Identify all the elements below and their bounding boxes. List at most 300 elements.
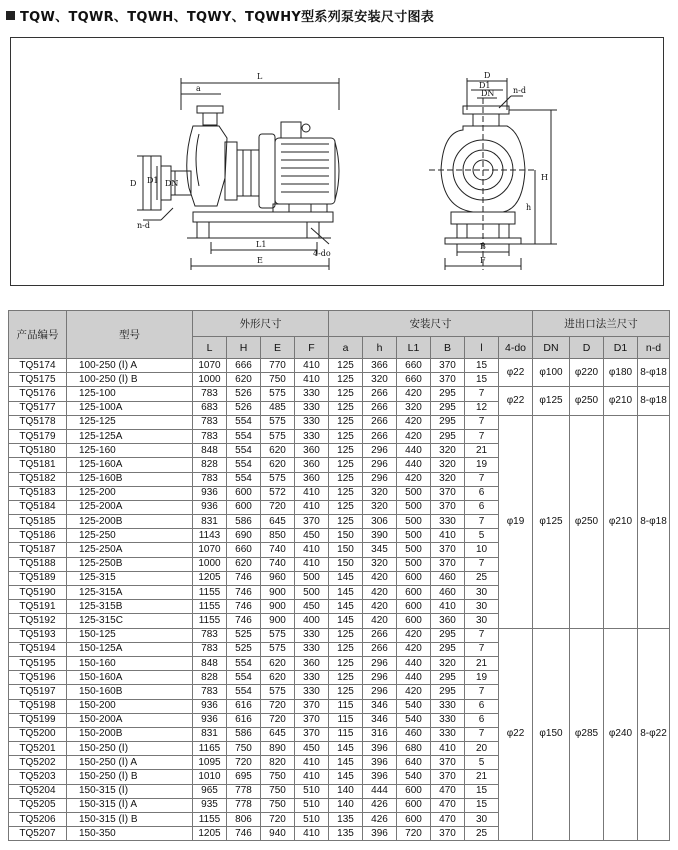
dimension-cell: 296 — [363, 671, 397, 685]
dimension-cell: 410 — [295, 543, 329, 557]
model-cell: 125-200B — [67, 515, 193, 529]
dim-L1: L1 — [256, 240, 267, 249]
dimension-cell: 145 — [329, 756, 363, 770]
dimension-cell: 370 — [431, 359, 465, 373]
dimension-cell: 135 — [329, 827, 363, 841]
model-cell: 150-250 (Ⅰ) A — [67, 756, 193, 770]
dimension-cell: 645 — [261, 727, 295, 741]
dimension-cell: 485 — [261, 401, 295, 415]
header-install: 安装尺寸 — [329, 311, 533, 337]
dimension-cell: 30 — [465, 586, 499, 600]
dimension-cell: 525 — [227, 628, 261, 642]
dimension-cell: 320 — [431, 458, 465, 472]
dimension-cell: 526 — [227, 401, 261, 415]
dimension-cell: 410 — [431, 600, 465, 614]
dimension-cell: 746 — [227, 571, 261, 585]
dimension-cell: 778 — [227, 798, 261, 812]
merged-flange-cell: φ220 — [570, 359, 604, 387]
dimension-cell: 266 — [363, 429, 397, 443]
dimension-cell: 346 — [363, 713, 397, 727]
dimension-cell: 15 — [465, 373, 499, 387]
column-header: h — [363, 337, 397, 359]
model-cell: 150-200B — [67, 727, 193, 741]
dimension-cell: 460 — [397, 727, 431, 741]
dimension-cell: 720 — [261, 500, 295, 514]
dimension-cell: 15 — [465, 784, 499, 798]
dimension-cell: 620 — [261, 671, 295, 685]
dimension-cell: 140 — [329, 798, 363, 812]
dimension-cell: 410 — [295, 557, 329, 571]
dimension-cell: 125 — [329, 458, 363, 472]
dimension-cell: 450 — [295, 529, 329, 543]
dimension-cell: 316 — [363, 727, 397, 741]
dimension-cell: 370 — [295, 713, 329, 727]
dimension-cell: 783 — [193, 387, 227, 401]
side-view — [130, 72, 339, 270]
dimension-cell: 125 — [329, 387, 363, 401]
model-cell: 150-250 (Ⅰ) B — [67, 770, 193, 784]
dimension-cell: 720 — [397, 827, 431, 841]
product-code-cell: TQ5183 — [9, 486, 67, 500]
dimension-cell: 370 — [431, 827, 465, 841]
dimension-cell: 828 — [193, 671, 227, 685]
model-cell: 125-250B — [67, 557, 193, 571]
merged-flange-cell: φ125 — [533, 387, 570, 415]
dimension-cell: 296 — [363, 458, 397, 472]
dimension-cell: 500 — [397, 515, 431, 529]
dimension-cell: 426 — [363, 798, 397, 812]
dimension-cell: 420 — [397, 415, 431, 429]
dimension-cell: 115 — [329, 699, 363, 713]
dimension-cell: 330 — [295, 401, 329, 415]
dimension-cell: 420 — [363, 614, 397, 628]
dimension-cell: 7 — [465, 628, 499, 642]
dimension-cell: 900 — [261, 586, 295, 600]
dimension-cell: 125 — [329, 685, 363, 699]
dimension-cell: 600 — [397, 798, 431, 812]
merged-flange-cell: 8-φ22 — [638, 628, 670, 841]
dimension-cell: 6 — [465, 699, 499, 713]
dimension-cell: 500 — [397, 500, 431, 514]
dimension-cell: 125 — [329, 429, 363, 443]
dimension-cell: 6 — [465, 713, 499, 727]
merged-flange-cell: φ22 — [499, 359, 533, 387]
dim-H: H — [541, 173, 548, 182]
dimension-cell: 7 — [465, 472, 499, 486]
dimension-cell: 320 — [397, 401, 431, 415]
title-text: TQW、TQWR、TQWH、TQWY、TQWHY型系列泵安装尺寸图表 — [20, 10, 435, 25]
dimension-cell: 420 — [397, 685, 431, 699]
model-cell: 125-315C — [67, 614, 193, 628]
product-code-cell: TQ5176 — [9, 387, 67, 401]
merged-flange-cell: φ240 — [604, 628, 638, 841]
dimension-cell: 426 — [363, 813, 397, 827]
dimension-cell: 21 — [465, 444, 499, 458]
product-code-cell: TQ5180 — [9, 444, 67, 458]
dimension-cell: 500 — [397, 543, 431, 557]
dimension-cell: 410 — [295, 500, 329, 514]
dimension-cell: 740 — [261, 543, 295, 557]
dimension-cell: 720 — [261, 813, 295, 827]
column-header: DN — [533, 337, 570, 359]
dimension-cell: 140 — [329, 784, 363, 798]
dimension-cell: 295 — [431, 628, 465, 642]
dimension-cell: 420 — [363, 600, 397, 614]
dimension-cell: 783 — [193, 472, 227, 486]
table-row — [9, 387, 670, 401]
dimension-cell: 295 — [431, 401, 465, 415]
dim-nd-front: n-d — [513, 86, 526, 95]
dimension-cell: 420 — [397, 429, 431, 443]
dimension-cell: 25 — [465, 571, 499, 585]
dimension-cell: 746 — [227, 600, 261, 614]
dimension-cell: 410 — [295, 756, 329, 770]
dimension-cell: 366 — [363, 359, 397, 373]
product-code-cell: TQ5179 — [9, 429, 67, 443]
dimension-cell: 554 — [227, 458, 261, 472]
dimension-cell: 5 — [465, 756, 499, 770]
dimension-cell: 150 — [329, 543, 363, 557]
dimension-cell: 125 — [329, 401, 363, 415]
dimension-cell: 600 — [397, 571, 431, 585]
dimension-cell: 1000 — [193, 373, 227, 387]
dimension-cell: 420 — [363, 571, 397, 585]
dimension-cell: 7 — [465, 727, 499, 741]
merged-flange-cell: φ100 — [533, 359, 570, 387]
dimension-cell: 125 — [329, 444, 363, 458]
dimension-cell: 500 — [397, 486, 431, 500]
dimension-cell: 1095 — [193, 756, 227, 770]
dimension-cell: 266 — [363, 401, 397, 415]
model-cell: 150-315 (Ⅰ) B — [67, 813, 193, 827]
dimension-cell: 620 — [261, 458, 295, 472]
dimension-cell: 266 — [363, 415, 397, 429]
dimension-cell: 266 — [363, 387, 397, 401]
dimension-cell: 600 — [227, 500, 261, 514]
dimension-cell: 420 — [397, 628, 431, 642]
dimension-cell: 320 — [363, 486, 397, 500]
model-cell: 125-315B — [67, 600, 193, 614]
dimension-cell: 783 — [193, 628, 227, 642]
dimension-cell: 440 — [397, 656, 431, 670]
column-header: L1 — [397, 337, 431, 359]
dimension-cell: 145 — [329, 742, 363, 756]
product-code-cell: TQ5198 — [9, 699, 67, 713]
model-cell: 125-125 — [67, 415, 193, 429]
dimension-cell: 750 — [261, 784, 295, 798]
dimension-cell: 890 — [261, 742, 295, 756]
model-cell: 150-315 (Ⅰ) A — [67, 798, 193, 812]
dimension-cell: 420 — [397, 642, 431, 656]
dimension-cell: 360 — [295, 656, 329, 670]
dimension-cell: 600 — [397, 614, 431, 628]
dimension-cell: 500 — [295, 586, 329, 600]
product-code-cell: TQ5184 — [9, 500, 67, 514]
dimension-cell: 370 — [431, 543, 465, 557]
dimension-cell: 10 — [465, 543, 499, 557]
dimension-cell: 1205 — [193, 571, 227, 585]
dimension-cell: 400 — [295, 614, 329, 628]
merged-flange-cell: φ285 — [570, 628, 604, 841]
dimension-cell: 1070 — [193, 543, 227, 557]
product-code-cell: TQ5197 — [9, 685, 67, 699]
dimension-cell: 306 — [363, 515, 397, 529]
dimension-cell: 1000 — [193, 557, 227, 571]
product-code-cell: TQ5189 — [9, 571, 67, 585]
column-header: D — [570, 337, 604, 359]
model-cell: 150-160B — [67, 685, 193, 699]
dimension-cell: 746 — [227, 827, 261, 841]
product-code-cell: TQ5181 — [9, 458, 67, 472]
dimension-cell: 30 — [465, 614, 499, 628]
table-row — [9, 628, 670, 642]
product-code-cell: TQ5205 — [9, 798, 67, 812]
dimension-cell: 586 — [227, 515, 261, 529]
dimension-cell: 7 — [465, 557, 499, 571]
dimension-cell: 410 — [431, 529, 465, 543]
dimension-cell: 695 — [227, 770, 261, 784]
merged-flange-cell: φ250 — [570, 387, 604, 415]
dimension-cell: 540 — [397, 770, 431, 784]
model-cell: 150-350 — [67, 827, 193, 841]
dimension-cell: 125 — [329, 500, 363, 514]
dimension-cell: 554 — [227, 444, 261, 458]
dimension-cell: 370 — [431, 756, 465, 770]
dimension-cell: 575 — [261, 642, 295, 656]
dimension-cell: 15 — [465, 798, 499, 812]
dimension-cell: 320 — [431, 472, 465, 486]
product-code-cell: TQ5192 — [9, 614, 67, 628]
dimension-cell: 19 — [465, 671, 499, 685]
dimension-cell: 900 — [261, 614, 295, 628]
dimension-cell: 410 — [295, 486, 329, 500]
dimension-cell: 125 — [329, 642, 363, 656]
dimension-cell: 6 — [465, 500, 499, 514]
dimension-cell: 586 — [227, 727, 261, 741]
dimension-cell: 720 — [261, 713, 295, 727]
dimension-cell: 960 — [261, 571, 295, 585]
dimension-cell: 145 — [329, 770, 363, 784]
model-cell: 125-100A — [67, 401, 193, 415]
merged-flange-cell: φ125 — [533, 415, 570, 628]
header-code: 产品编号 — [9, 311, 67, 359]
dimension-cell: 500 — [295, 571, 329, 585]
dimension-cell: 575 — [261, 685, 295, 699]
product-code-cell: TQ5190 — [9, 586, 67, 600]
table-row — [9, 415, 670, 429]
dimension-cell: 420 — [397, 472, 431, 486]
product-code-cell: TQ5204 — [9, 784, 67, 798]
dimension-cell: 295 — [431, 429, 465, 443]
dimension-cell: 25 — [465, 827, 499, 841]
dimension-cell: 746 — [227, 614, 261, 628]
dimension-cell: 295 — [431, 415, 465, 429]
dimension-cell: 600 — [397, 586, 431, 600]
dimension-cell: 806 — [227, 813, 261, 827]
dimension-cell: 330 — [295, 628, 329, 642]
dimension-cell: 554 — [227, 429, 261, 443]
dimension-cell: 510 — [295, 784, 329, 798]
merged-flange-cell: φ180 — [604, 359, 638, 387]
column-header: D1 — [604, 337, 638, 359]
dim-D-side: D — [130, 179, 137, 188]
product-code-cell: TQ5201 — [9, 742, 67, 756]
dimension-cell: 740 — [261, 557, 295, 571]
dimension-cell: 410 — [431, 742, 465, 756]
dimension-cell: 831 — [193, 727, 227, 741]
dimension-cell: 330 — [295, 415, 329, 429]
product-code-cell: TQ5178 — [9, 415, 67, 429]
model-cell: 125-160 — [67, 444, 193, 458]
dimension-cell: 444 — [363, 784, 397, 798]
dimension-cell: 410 — [295, 359, 329, 373]
dim-DN-front: DN — [481, 89, 495, 98]
dimension-cell: 320 — [363, 557, 397, 571]
dimension-cell: 20 — [465, 742, 499, 756]
dimension-cell: 396 — [363, 770, 397, 784]
dimension-cell: 1155 — [193, 586, 227, 600]
dimension-cell: 125 — [329, 515, 363, 529]
dimension-cell: 900 — [261, 600, 295, 614]
dimension-cell: 135 — [329, 813, 363, 827]
dimension-cell: 150 — [329, 529, 363, 543]
merged-flange-cell: 8-φ18 — [638, 415, 670, 628]
dimension-cell: 320 — [431, 656, 465, 670]
dimension-cell: 296 — [363, 656, 397, 670]
dimension-cell: 360 — [295, 472, 329, 486]
product-code-cell: TQ5196 — [9, 671, 67, 685]
dimension-cell: 616 — [227, 699, 261, 713]
dimension-cell: 296 — [363, 685, 397, 699]
dimension-cell: 575 — [261, 415, 295, 429]
dimension-cell: 470 — [431, 784, 465, 798]
dimension-cell: 295 — [431, 685, 465, 699]
merged-flange-cell: φ19 — [499, 415, 533, 628]
dimension-cell: 125 — [329, 486, 363, 500]
dimension-cell: 7 — [465, 642, 499, 656]
dimension-cell: 330 — [295, 429, 329, 443]
dimension-cell: 936 — [193, 500, 227, 514]
product-code-cell: TQ5206 — [9, 813, 67, 827]
model-cell: 100-250 (Ⅰ) B — [67, 373, 193, 387]
table-row — [9, 359, 670, 373]
dimension-cell: 330 — [431, 699, 465, 713]
dimension-cell: 831 — [193, 515, 227, 529]
dimension-cell: 460 — [431, 571, 465, 585]
dimension-cell: 783 — [193, 642, 227, 656]
dimension-cell: 600 — [397, 813, 431, 827]
dimension-cell: 345 — [363, 543, 397, 557]
product-code-cell: TQ5174 — [9, 359, 67, 373]
model-cell: 125-315 — [67, 571, 193, 585]
product-code-cell: TQ5177 — [9, 401, 67, 415]
dimension-cell: 360 — [295, 458, 329, 472]
dimension-cell: 296 — [363, 444, 397, 458]
dimension-cell: 115 — [329, 713, 363, 727]
column-header: E — [261, 337, 295, 359]
dimension-cell: 295 — [431, 642, 465, 656]
dimension-cell: 828 — [193, 458, 227, 472]
model-cell: 150-125A — [67, 642, 193, 656]
dim-a: a — [196, 84, 201, 93]
dimension-cell: 683 — [193, 401, 227, 415]
model-cell: 100-250 (Ⅰ) A — [67, 359, 193, 373]
dimension-cell: 15 — [465, 359, 499, 373]
dimension-cell: 396 — [363, 827, 397, 841]
dimension-cell: 936 — [193, 486, 227, 500]
header-model: 型号 — [67, 311, 193, 359]
dimension-cell: 320 — [363, 373, 397, 387]
dimension-cell: 540 — [397, 713, 431, 727]
dimension-cell: 660 — [397, 359, 431, 373]
merged-flange-cell: φ210 — [604, 415, 638, 628]
dimension-cell: 320 — [431, 444, 465, 458]
column-header: B — [431, 337, 465, 359]
dimension-cell: 500 — [397, 557, 431, 571]
dimension-cell: 19 — [465, 458, 499, 472]
dimension-cell: 778 — [227, 784, 261, 798]
dimension-cell: 30 — [465, 813, 499, 827]
dimension-cell: 750 — [261, 770, 295, 784]
title-bullet-icon — [6, 11, 15, 20]
dimension-cell: 680 — [397, 742, 431, 756]
dimension-cell: 330 — [295, 685, 329, 699]
pump-installation-drawing — [10, 37, 664, 286]
dimension-cell: 600 — [397, 600, 431, 614]
dimension-cell: 540 — [397, 699, 431, 713]
dimension-cell: 330 — [295, 671, 329, 685]
dimension-cell: 420 — [397, 387, 431, 401]
model-cell: 125-160A — [67, 458, 193, 472]
dimension-cell: 850 — [261, 529, 295, 543]
dimension-cell: 450 — [295, 742, 329, 756]
model-cell: 150-200 — [67, 699, 193, 713]
model-cell: 150-315 (Ⅰ) — [67, 784, 193, 798]
model-cell: 125-250A — [67, 543, 193, 557]
dimension-cell: 470 — [431, 798, 465, 812]
dimension-cell: 750 — [261, 798, 295, 812]
dimension-cell: 115 — [329, 727, 363, 741]
dimension-cell: 7 — [465, 515, 499, 529]
dimension-cell: 1143 — [193, 529, 227, 543]
dimension-cell: 510 — [295, 798, 329, 812]
dimension-cell: 750 — [261, 373, 295, 387]
dimension-cell: 660 — [397, 373, 431, 387]
dim-B: B — [480, 242, 486, 251]
front-view — [429, 71, 557, 270]
dimension-cell: 660 — [227, 543, 261, 557]
dim-D1-side: D1 — [147, 176, 159, 185]
dimension-cell: 720 — [227, 756, 261, 770]
dimension-cell: 440 — [397, 671, 431, 685]
dim-D-front: D — [484, 71, 491, 80]
dimension-cell: 370 — [295, 727, 329, 741]
dimension-cell: 1165 — [193, 742, 227, 756]
dimension-cell: 410 — [295, 373, 329, 387]
model-cell: 150-160 — [67, 656, 193, 670]
merged-flange-cell: φ22 — [499, 387, 533, 415]
dimension-cell: 554 — [227, 472, 261, 486]
dimension-cell: 1010 — [193, 770, 227, 784]
product-code-cell: TQ5186 — [9, 529, 67, 543]
dimension-cell: 125 — [329, 415, 363, 429]
dimension-cell: 500 — [397, 529, 431, 543]
dimension-cell: 640 — [397, 756, 431, 770]
header-outer: 外形尺寸 — [193, 311, 329, 337]
dimension-cell: 1155 — [193, 614, 227, 628]
dimension-cell: 12 — [465, 401, 499, 415]
dimension-cell: 370 — [295, 515, 329, 529]
